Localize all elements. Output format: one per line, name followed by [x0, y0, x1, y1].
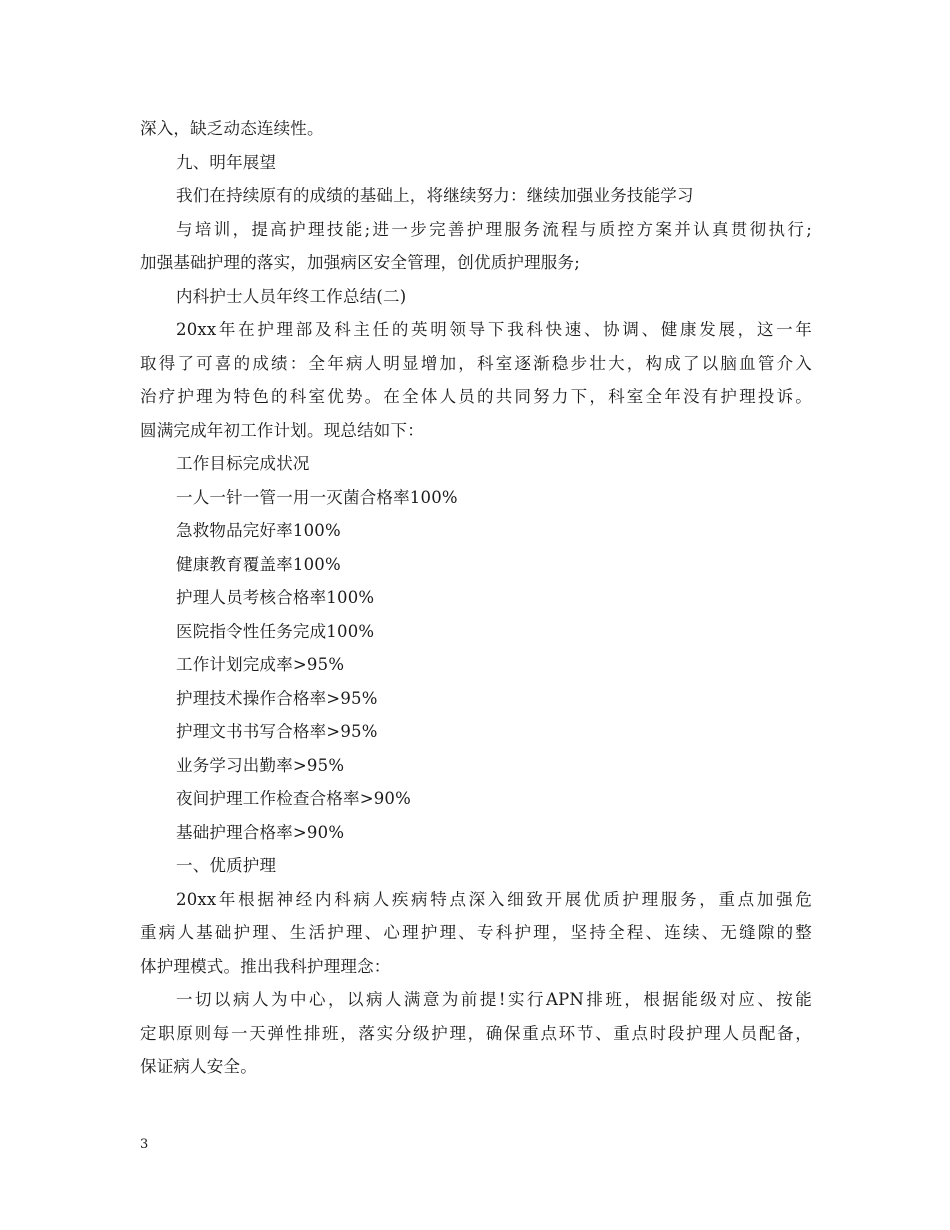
text-line: 九、明年展望 — [176, 152, 277, 172]
text-line: 工作计划完成率>95% — [176, 655, 345, 674]
text-line: 我们在持续原有的成绩的基础上，将继续努力：继续加强业务技能学习 — [176, 186, 694, 205]
text-line: 护理技术操作合格率>95% — [176, 688, 378, 708]
text-line: 定职原则每一天弹性排班，落实分级护理，确保重点环节、重点时段护理人员配备， — [140, 1023, 812, 1043]
text-line: 体护理模式。推出我科护理理念： — [140, 956, 391, 976]
document-body — [140, 112, 812, 1084]
text-line: 20xx年根据神经内科病人疾病特点深入细致开展优质护理服务，重点加强危 — [176, 889, 812, 909]
page-number: 3 — [140, 1137, 149, 1152]
text-line: 健康教育覆盖率100% — [176, 554, 341, 574]
text-line: 一切以病人为中心，以病人满意为前提!实行APN排班，根据能级对应、按能 — [176, 990, 812, 1009]
text-line: 工作目标完成状况 — [176, 454, 310, 473]
text-line: 医院指令性任务完成100% — [176, 621, 375, 641]
text-line: 重病人基础护理、生活护理、心理护理、专科护理，坚持全程、连续、无缝隙的整 — [140, 923, 812, 942]
text-line: 一人一针一管一用一灭菌合格率100% — [176, 487, 458, 507]
text-line: 治疗护理为特色的科室优势。在全体人员的共同努力下，科室全年没有护理投诉。 — [140, 387, 812, 406]
text-line: 内科护士人员年终工作总结(二) — [176, 286, 407, 306]
text-line: 圆满完成年初工作计划。现总结如下： — [140, 420, 424, 440]
text-line: 护理人员考核合格率100% — [176, 588, 375, 607]
text-line: 急救物品完好率100% — [176, 521, 341, 540]
text-line: 基础护理合格率>90% — [176, 822, 345, 842]
text-line: 保证病人安全。 — [140, 1057, 257, 1076]
text-line: 20xx年在护理部及科主任的英明领导下我科快速、协调、健康发展，这一年 — [176, 320, 812, 339]
text-line: 加强基础护理的落实，加强病区安全管理，创优质护理服务; — [140, 253, 580, 272]
text-line: 业务学习出勤率>95% — [176, 755, 345, 775]
text-line: 与培训，提高护理技能;进一步完善护理服务流程与质控方案并认真贯彻执行; — [176, 219, 812, 239]
text-line: 取得了可喜的成绩：全年病人明显增加，科室逐渐稳步壮大，构成了以脑血管介入 — [140, 353, 812, 373]
text-line: 一、优质护理 — [176, 856, 277, 875]
text-line: 深入，缺乏动态连续性。 — [140, 119, 324, 138]
text-line: 夜间护理工作检查合格率>90% — [176, 789, 411, 808]
text-line: 护理文书书写合格率>95% — [176, 722, 378, 741]
